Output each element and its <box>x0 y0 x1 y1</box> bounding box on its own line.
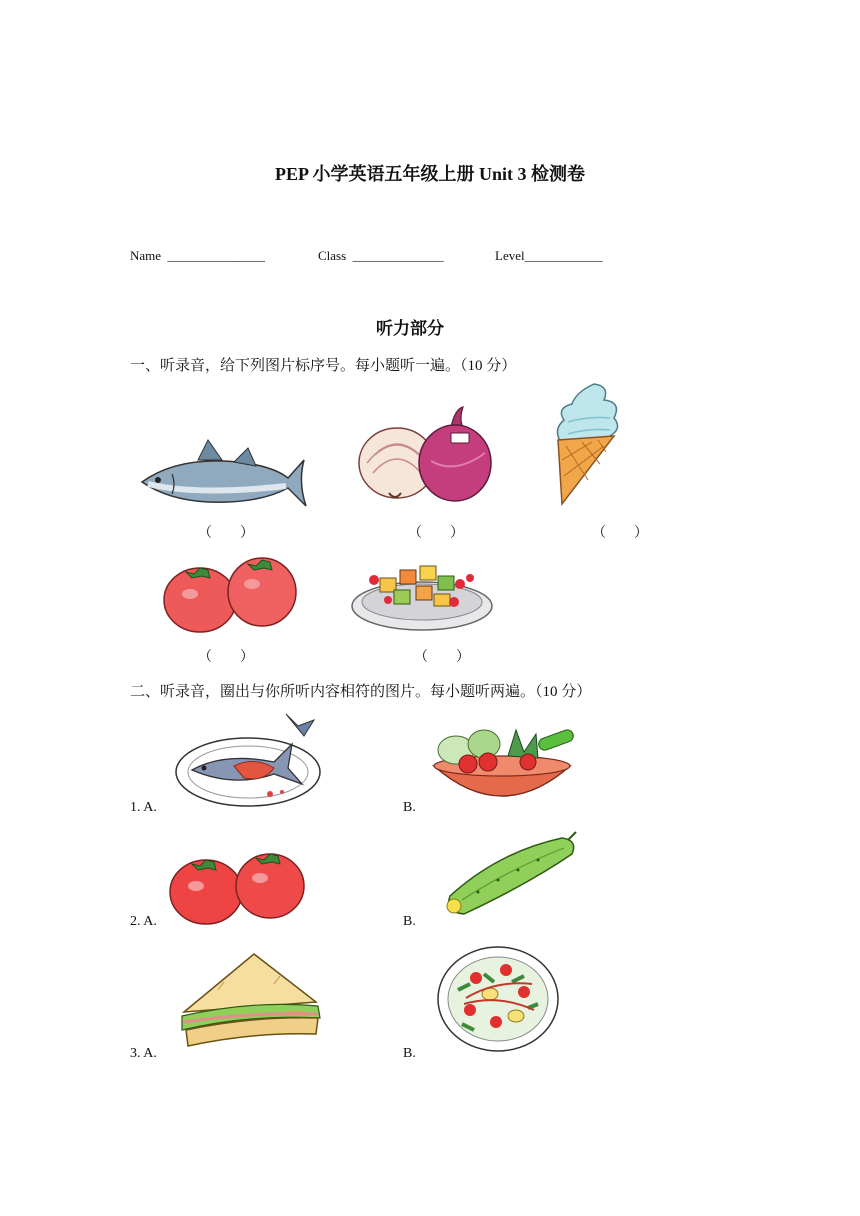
item1-option-b-label: B. <box>403 800 416 815</box>
salad-plate-image[interactable] <box>436 944 560 1054</box>
name-blank: _______________ <box>167 248 266 263</box>
part1-instruction: 一、听录音，给下列图片标序号。每小题听一遍。（10 分） <box>130 358 517 374</box>
vegetable-bowl-image[interactable] <box>428 726 578 814</box>
level-blank: ____________ <box>524 248 603 263</box>
ice-cream-image <box>548 380 623 508</box>
sandwich-image[interactable] <box>178 950 323 1056</box>
answer-paren-1[interactable]: （ ） <box>198 526 254 541</box>
level-label: Level <box>495 248 525 263</box>
level-field[interactable] <box>495 248 603 264</box>
class-label: Class <box>318 248 347 263</box>
fish-image <box>138 438 308 514</box>
fruit-salad-image <box>350 556 495 634</box>
cucumber-image[interactable] <box>438 830 580 920</box>
name-label: Name <box>130 248 162 263</box>
name-field[interactable] <box>130 248 265 264</box>
page-title: PEP 小学英语五年级上册 Unit 3 检测卷 <box>274 164 585 184</box>
class-blank: ______________ <box>352 248 444 263</box>
tomatoes-image <box>160 554 300 636</box>
fish-plate-image[interactable] <box>174 712 324 808</box>
answer-paren-4[interactable]: （ ） <box>198 650 254 665</box>
item3-option-b-label: B. <box>403 1046 416 1061</box>
tomatoes-option-image[interactable] <box>168 848 308 926</box>
answer-paren-3[interactable]: （ ） <box>592 526 648 541</box>
class-field[interactable] <box>318 248 444 264</box>
item2-option-b-label: B. <box>403 914 416 929</box>
item1-option-a-label: 1. A. <box>130 800 157 815</box>
item3-option-a-label: 3. A. <box>130 1046 157 1061</box>
item2-option-a-label: 2. A. <box>130 914 157 929</box>
answer-paren-2[interactable]: （ ） <box>408 526 464 541</box>
onion-image <box>355 405 495 505</box>
part2-instruction: 二、听录音，圈出与你所听内容相符的图片。每小题听两遍。（10 分） <box>130 684 592 700</box>
section-title: 听力部分 <box>376 319 444 338</box>
answer-paren-5[interactable]: （ ） <box>414 650 470 665</box>
